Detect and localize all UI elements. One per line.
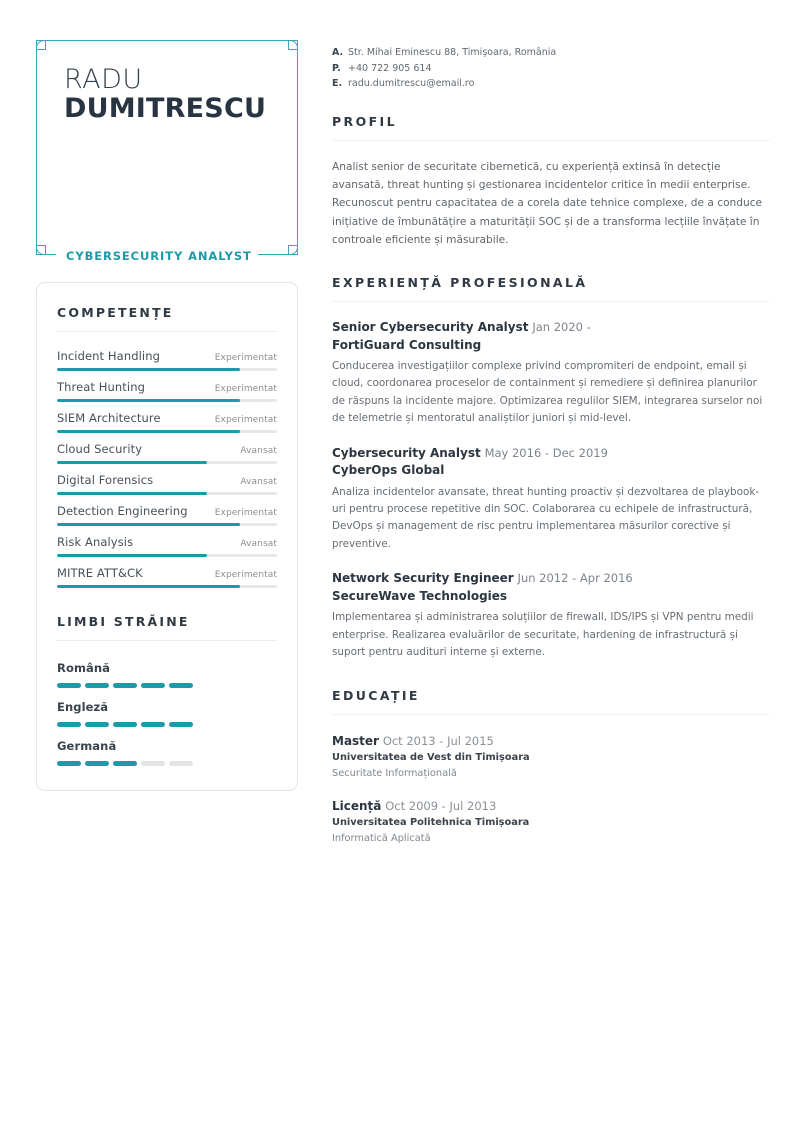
skill-item xyxy=(57,371,277,402)
language-item xyxy=(57,727,277,766)
contact-key: A. xyxy=(332,47,344,58)
job-dates: Jan 2020 - xyxy=(532,320,591,335)
header-border-bottom-left xyxy=(36,254,56,255)
job-dates: Jun 2012 - Apr 2016 xyxy=(517,571,633,586)
education-divider xyxy=(332,714,770,715)
education-item xyxy=(332,797,770,847)
skill-item xyxy=(57,340,277,371)
language-segment xyxy=(85,722,109,727)
sidebar-column xyxy=(36,40,298,791)
job-title-badge: CYBERSECURITY ANALYST xyxy=(64,249,258,263)
header-border-left xyxy=(36,40,37,255)
skill-item xyxy=(57,526,277,557)
experience-section xyxy=(332,275,770,662)
skill-name: MITRE ATT&CK xyxy=(57,566,143,580)
skill-fill xyxy=(57,461,207,464)
skills-list xyxy=(57,340,277,588)
education-header xyxy=(332,797,770,815)
skill-fill xyxy=(57,430,240,433)
profile-text: Analist senior de securitate cibernetică, cu experiență extinsă în detecție avansată, threat hunting și gestionarea incidentelor critice în medii enterprise. Recunoscut pentru capacitatea de a corela date tehnice complexe, de a conduce inițiative de îmbunătățire a maturității SOC și de a transforma lecțiile învățate în controale eficiente și măsurabile. xyxy=(332,161,763,246)
job-dates: May 2016 - Dec 2019 xyxy=(484,445,608,460)
language-segment xyxy=(169,761,193,766)
job-header xyxy=(332,570,770,587)
skill-level: Experimentat xyxy=(214,508,277,518)
skill-level: Experimentat xyxy=(214,353,277,363)
skill-track xyxy=(57,554,277,557)
education-item xyxy=(332,732,770,782)
skill-name: Risk Analysis xyxy=(57,535,134,549)
language-segment xyxy=(85,683,109,688)
skills-divider xyxy=(57,331,277,332)
language-segment xyxy=(141,761,165,766)
language-segment xyxy=(113,761,137,766)
contact-address xyxy=(332,45,770,61)
skill-name: Detection Engineering xyxy=(57,504,188,518)
language-segment xyxy=(113,722,137,727)
skill-track xyxy=(57,492,277,495)
job-role: Senior Cybersecurity Analyst xyxy=(332,320,529,335)
contact-email xyxy=(332,76,770,92)
first-name: RADU xyxy=(64,64,143,95)
skill-fill xyxy=(57,368,240,371)
contact-value: Str. Mihai Eminescu 88, Timișoara, România xyxy=(348,47,557,58)
job-header xyxy=(332,319,770,336)
experience-item xyxy=(332,570,770,661)
skill-item xyxy=(57,402,277,433)
skill-level: Avansat xyxy=(240,477,277,487)
education-field: Informatică Aplicată xyxy=(332,833,431,845)
experience-divider xyxy=(332,301,770,302)
skill-track xyxy=(57,461,277,464)
contact-phone xyxy=(332,61,770,77)
skill-item xyxy=(57,433,277,464)
experience-heading: EXPERIENȚĂ PROFESIONALĂ xyxy=(332,275,588,291)
skill-level: Avansat xyxy=(240,539,277,549)
skill-fill xyxy=(57,492,207,495)
skill-name: Incident Handling xyxy=(57,349,160,363)
skill-track xyxy=(57,430,277,433)
job-header xyxy=(332,445,770,462)
education-header xyxy=(332,732,770,750)
education-school: Universitatea de Vest din Timișoara xyxy=(332,751,530,763)
skill-track xyxy=(57,523,277,526)
contact-value: radu.dumitrescu@email.ro xyxy=(348,78,475,90)
job-description: Conducerea investigațiilor complexe privind compromiteri de endpoint, email și cloud, coordonarea proceselor de containment și remediere și definirea planurilor de răspuns la incidente majore. Optimizarea regulilor SIEM, integrarea surselor noi de telemetrie și mentoratul analiștilor juniori și mid-level. xyxy=(332,359,763,425)
language-segment xyxy=(113,683,137,688)
header-border-top xyxy=(36,40,298,41)
education-school: Universitatea Politehnica Timișoara xyxy=(332,817,530,829)
education-degree: Licență xyxy=(332,799,382,814)
language-segment xyxy=(169,683,193,688)
education-field: Securitate Informațională xyxy=(332,767,457,779)
job-company: SecureWave Technologies xyxy=(332,588,508,603)
language-segment xyxy=(57,722,81,727)
skill-fill xyxy=(57,523,240,526)
contact-value: +40 722 905 614 xyxy=(348,62,432,74)
skill-fill xyxy=(57,554,207,557)
profile-heading: PROFIL xyxy=(332,114,397,130)
skill-name: SIEM Architecture xyxy=(57,411,161,425)
language-rating xyxy=(57,761,277,766)
profile-section xyxy=(332,114,770,249)
experience-item xyxy=(332,445,770,554)
job-company: FortiGuard Consulting xyxy=(332,337,482,352)
contact-key: P. xyxy=(332,62,341,74)
language-segment xyxy=(169,722,193,727)
job-description: Implementarea și administrarea soluțiilor de firewall, IDS/IPS și VPN pentru medii enterprise. Realizarea evaluărilor de securitate, hardening de infrastructură și suport pentru audituri interne și externe. xyxy=(332,611,754,659)
language-segment xyxy=(57,683,81,688)
languages-divider xyxy=(57,640,277,641)
main-column xyxy=(332,45,770,863)
skill-item xyxy=(57,464,277,495)
skill-name: Digital Forensics xyxy=(57,473,154,487)
language-segment xyxy=(57,761,81,766)
education-heading: EDUCAȚIE xyxy=(332,687,420,703)
job-role: Cybersecurity Analyst xyxy=(332,445,481,460)
skill-fill xyxy=(57,399,240,402)
skill-level: Avansat xyxy=(240,446,277,456)
language-name: Germană xyxy=(57,739,117,753)
language-item xyxy=(57,649,277,688)
education-degree: Master xyxy=(332,733,379,748)
skill-fill xyxy=(57,585,240,588)
job-company: CyberOps Global xyxy=(332,463,445,478)
education-section xyxy=(332,688,770,847)
header-corner-top-left xyxy=(36,40,46,50)
skill-track xyxy=(57,399,277,402)
job-description: Analiza incidentelor avansate, threat hunting proactiv și dezvoltarea de playbook-uri pentru procese repetitive din SOC. Colaborarea cu echipele de infrastructură, DevOps și management de risc pentru implementarea măsurilor corective și preventive. xyxy=(332,485,760,550)
skill-name: Cloud Security xyxy=(57,442,143,456)
skills-heading: COMPETENȚE xyxy=(57,305,174,320)
language-segment xyxy=(85,761,109,766)
skill-level: Experimentat xyxy=(214,384,277,394)
skill-track xyxy=(57,585,277,588)
name-header-card xyxy=(36,40,298,263)
language-name: Română xyxy=(57,661,111,675)
skill-item xyxy=(57,557,277,588)
job-role: Network Security Engineer xyxy=(332,571,514,586)
skill-level: Experimentat xyxy=(214,415,277,425)
last-name: DUMITRESCU xyxy=(64,93,267,124)
language-segment xyxy=(141,722,165,727)
contact-block xyxy=(332,45,770,114)
language-name: Engleză xyxy=(57,700,109,714)
skill-level: Experimentat xyxy=(214,570,277,580)
skill-track xyxy=(57,368,277,371)
header-border-right xyxy=(297,40,298,255)
education-dates: Oct 2013 - Jul 2015 xyxy=(382,733,494,748)
contact-key: E. xyxy=(332,78,343,90)
language-segment xyxy=(141,683,165,688)
skill-name: Threat Hunting xyxy=(57,380,145,394)
skill-item xyxy=(57,495,277,526)
profile-divider xyxy=(332,140,770,141)
experience-item xyxy=(332,319,770,428)
education-dates: Oct 2009 - Jul 2013 xyxy=(385,799,497,814)
languages-section xyxy=(57,614,277,766)
sidebar-card xyxy=(36,282,298,791)
language-item xyxy=(57,688,277,727)
languages-heading: LIMBI STRĂINE xyxy=(57,614,190,629)
